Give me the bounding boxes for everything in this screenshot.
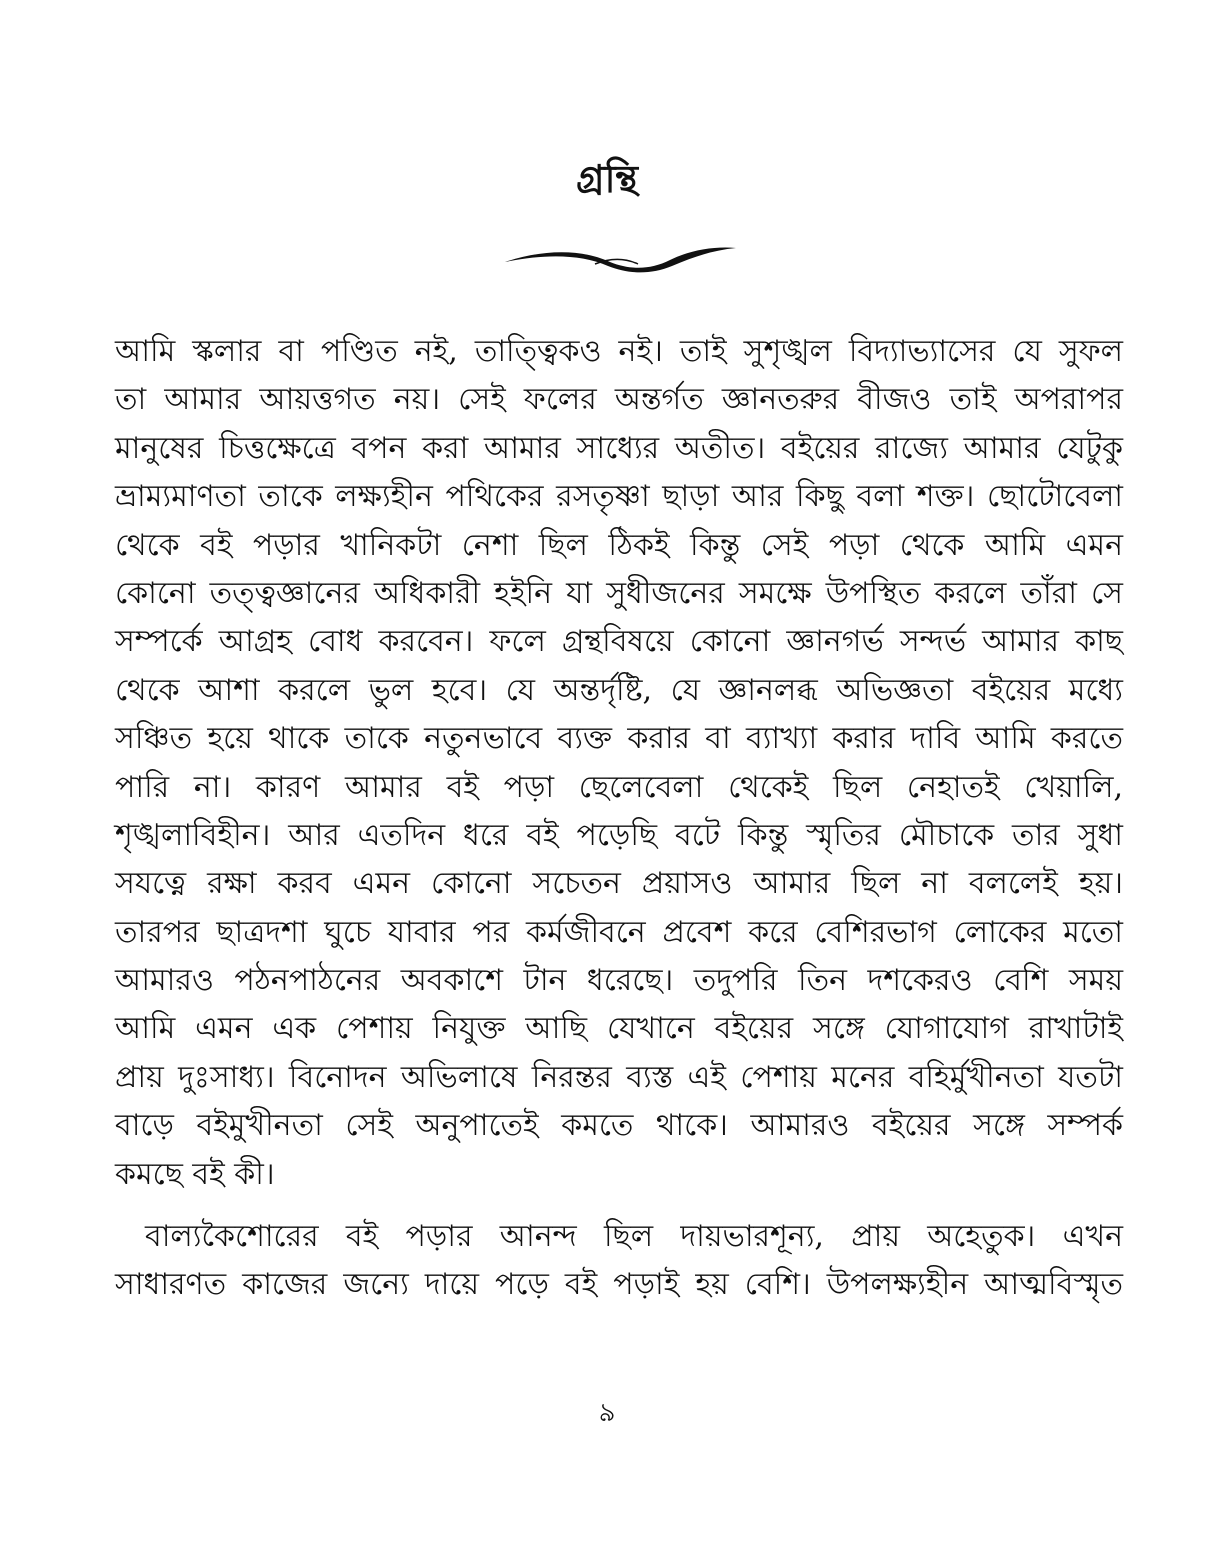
text-line: আমি এমন এক পেশায় নিযুক্ত আছি যেখানে বইয়ের সঙ্গে যোগাযোগ রাখাটাই xyxy=(115,1011,1123,1047)
text-line: বাল্যকৈশোরের বই পড়ার আনন্দ ছিল দায়ভারশূন্য, প্রায় অহেতুক। এখন xyxy=(145,1219,1123,1255)
text-line: বাড়ে বইমুখীনতা সেই অনুপাতেই কমতে থাকে। আমারও বইয়ের সঙ্গে সম্পর্ক xyxy=(115,1108,1123,1144)
paragraph-1 xyxy=(115,328,1123,1199)
text-line: সঞ্চিত হয়ে থাকে তাকে নতুনভাবে ব্যক্ত করার বা ব্যাখ্যা করার দাবি আমি করতে xyxy=(115,721,1123,757)
text-line: শৃঙ্খলাবিহীন। আর এতদিন ধরে বই পড়েছি বটে কিন্তু স্মৃতির মৌচাকে তার সুধা xyxy=(115,817,1123,853)
page-number: ৯ xyxy=(598,1398,616,1428)
text-line: সাধারণত কাজের জন্যে দায়ে পড়ে বই পড়াই হয় বেশি। উপলক্ষ্যহীন আত্মবিস্মৃত xyxy=(115,1267,1123,1303)
text-line: প্রায় দুঃসাধ্য। বিনোদন অভিলাষে নিরন্তর ব্যস্ত এই পেশায় মনের বহির্মুখীনতা যতটা xyxy=(115,1059,1123,1095)
text-line: আমি স্কলার বা পণ্ডিত নই, তাত্ত্বিকও নই। তাই সুশৃঙ্খল বিদ্যাভ্যাসের যে সুফল xyxy=(115,334,1123,369)
swash-ornament-icon xyxy=(500,240,740,280)
text-line: আমারও পঠনপাঠনের অবকাশে টান ধরেছে। তদুপরি তিন দশকেরও বেশি সময় xyxy=(115,963,1123,999)
text-line: পারি না। কারণ আমার বই পড়া ছেলেবেলা থেকেই ছিল নেহাতই খেয়ালি, xyxy=(115,769,1123,805)
text-line: তারপর ছাত্রদশা ঘুচে যাবার পর কর্মজীবনে প্রবেশ করে বেশিরভাগ লোকের মতো xyxy=(115,914,1123,950)
text-line: সম্পর্কে আগ্রহ বোধ করবেন। ফলে গ্রন্থবিষয়ে কোনো জ্ঞানগর্ভ সন্দর্ভ আমার কাছ xyxy=(115,624,1123,660)
text-line: তা আমার আয়ত্তগত নয়। সেই ফলের অন্তর্গত জ্ঞানতরুর বীজও তাই অপরাপর xyxy=(115,382,1123,418)
body-text xyxy=(115,328,1123,1310)
text-line: ভ্রাম্যমাণতা তাকে লক্ষ্যহীন পথিকের রসতৃষ্ণা ছাড়া আর কিছু বলা শক্ত। ছোটোবেলা xyxy=(115,479,1123,515)
text-line: থেকে বই পড়ার খানিকটা নেশা ছিল ঠিকই কিন্তু সেই পড়া থেকে আমি এমন xyxy=(115,527,1123,563)
text-line: থেকে আশা করলে ভুল হবে। যে অন্তর্দৃষ্টি, যে জ্ঞানলব্ধ অভিজ্ঞতা বইয়ের মধ্যে xyxy=(115,672,1123,708)
chapter-title: গ্রন্থি xyxy=(576,156,638,201)
text-line: কোনো তত্ত্বজ্ঞানের অধিকারী হইনি যা সুধীজনের সমক্ষে উপস্থিত করলে তাঁরা সে xyxy=(115,575,1123,611)
text-line: মানুষের চিত্তক্ষেত্রে বপন করা আমার সাধ্যের অতীত। বইয়ের রাজ্যে আমার যেটুকু xyxy=(115,430,1123,466)
paragraph-2 xyxy=(115,1213,1123,1310)
text-line: সযত্নে রক্ষা করব এমন কোনো সচেতন প্রয়াসও আমার ছিল না বললেই হয়। xyxy=(115,866,1123,902)
text-line: কমছে বই কী। xyxy=(115,1156,275,1192)
